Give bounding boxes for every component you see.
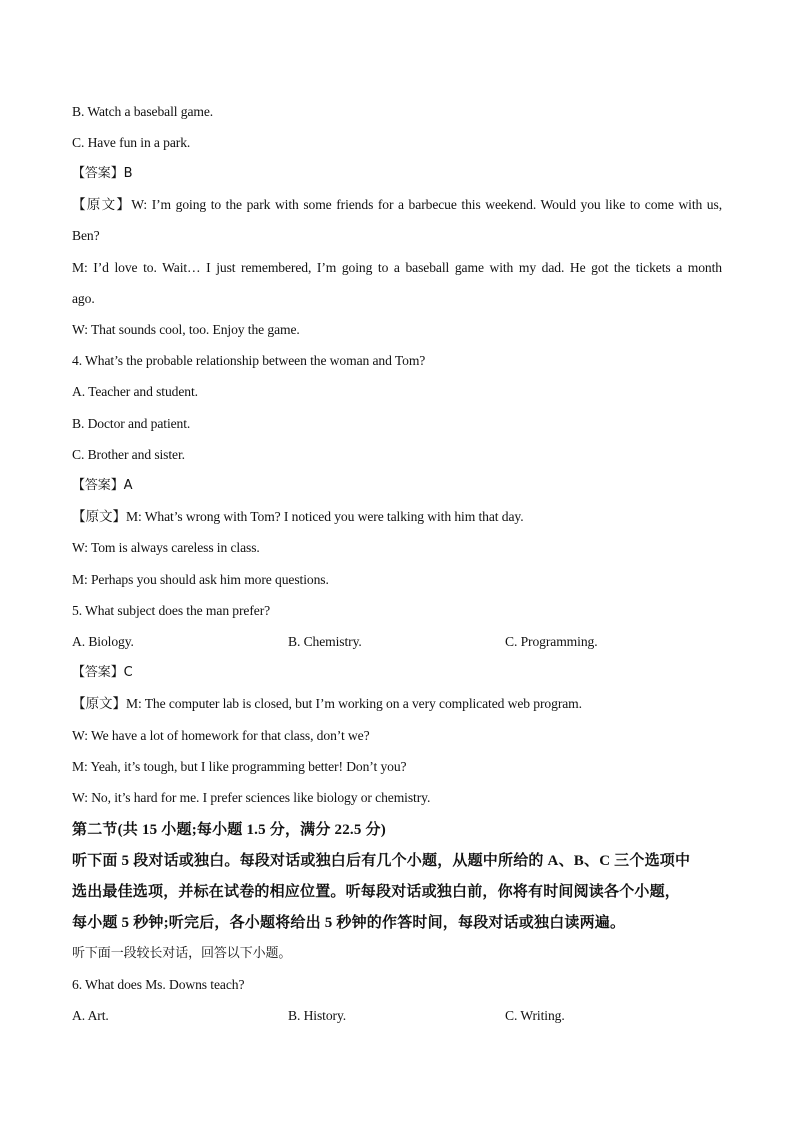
q3-option-c: C. Have fun in a park. [72, 135, 191, 150]
q4-transcript-line-2: W: Tom is always careless in class. [72, 540, 260, 555]
q4-answer: 【答案】A [72, 478, 133, 493]
q5-transcript-line-1: 【原文】M: The computer lab is closed, but I’m working on a very complicated web program. [72, 696, 582, 711]
q4-question: 4. What’s the probable relationship between the woman and Tom? [72, 353, 426, 368]
q5-question: 5. What subject does the man prefer? [72, 603, 271, 618]
q4-option-c: C. Brother and sister. [72, 447, 185, 462]
section2-instruction-line-2: 选出最佳选项，并标在试卷的相应位置。听每段对话或独白前，你将有时间阅读各个小题， [72, 884, 681, 900]
section2-heading: 第二节(共 15 小题;每小题 1.5 分，满分 22.5 分) [72, 822, 386, 838]
q3-answer: 【答案】B [72, 166, 133, 181]
q5-transcript-line-3: M: Yeah, it’s tough, but I like programming better! Don’t you? [72, 759, 407, 774]
q5-transcript-line-4: W: No, it’s hard for me. I prefer sciences like biology or chemistry. [72, 790, 431, 805]
section2-instruction-line-3: 每小题 5 秒钟;听完后，各小题将给出 5 秒钟的作答时间，每段对话或独白读两遍。 [72, 915, 626, 931]
q3-option-b: B. Watch a baseball game. [72, 104, 214, 119]
q5-option-b: B. Chemistry. [288, 634, 362, 649]
q6-option-c: C. Writing. [505, 1008, 565, 1023]
q5-options-row [72, 632, 722, 652]
section2-sub-instruction: 听下面一段较长对话，回答以下小题。 [72, 946, 292, 961]
q4-option-a: A. Teacher and student. [72, 384, 198, 399]
section2-instruction-line-1: 听下面 5 段对话或独白。每段对话或独白后有几个小题，从题中所给的 A、B、C 三个选项中 [72, 853, 691, 869]
q6-question: 6. What does Ms. Downs teach? [72, 977, 245, 992]
q3-transcript-line-1: 【原文】W: I’m going to the park with some friends for a barbecue this weekend. Would you like to come with us, [72, 197, 722, 212]
q3-transcript-line-2-cont: ago. [72, 291, 95, 306]
q6-options-row [72, 1006, 722, 1026]
q4-option-b: B. Doctor and patient. [72, 416, 191, 431]
q3-transcript-line-1-cont: Ben? [72, 228, 100, 243]
q4-transcript-line-1: 【原文】M: What’s wrong with Tom? I noticed you were talking with him that day. [72, 509, 524, 524]
q6-option-a: A. Art. [72, 1008, 109, 1023]
q4-transcript-line-3: M: Perhaps you should ask him more questions. [72, 572, 329, 587]
q3-transcript-line-3: W: That sounds cool, too. Enjoy the game. [72, 322, 300, 337]
q5-option-a: A. Biology. [72, 634, 134, 649]
q6-option-b: B. History. [288, 1008, 347, 1023]
q5-option-c: C. Programming. [505, 634, 598, 649]
q3-transcript-line-2: M: I’d love to. Wait… I just remembered, I’m going to a baseball game with my dad. He got the tickets a month [72, 260, 722, 275]
q5-transcript-line-2: W: We have a lot of homework for that class, don’t we? [72, 728, 370, 743]
q5-answer: 【答案】C [72, 665, 133, 680]
